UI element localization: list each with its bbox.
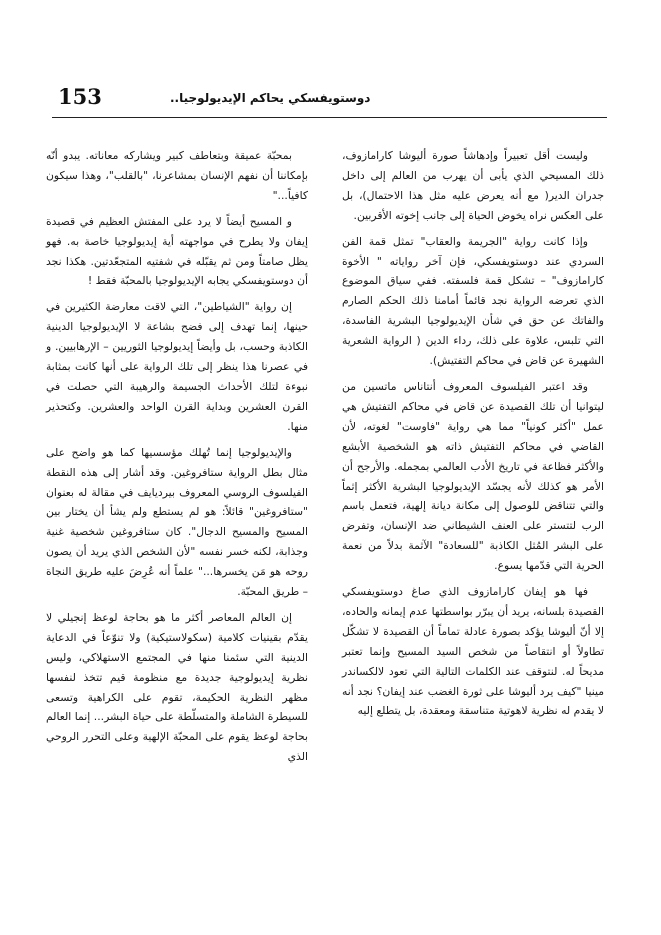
paragraph: و المسيح أيضاً لا يرد على المفتش العظيم في قصيدة إيفان ولا يطرح في مواجهته أية إيديولوجيا خاصة به. فهو يظل صامتاً ومن ثم يقبّله في شفتيه المتجعّدتين. هكذا نجد أن دوستويفسكي يجابه الإيديولوجيا بالمحبّة فقط !	[46, 214, 308, 288]
paragraph: فها هو إيفان كارامازوف الذي صاغ دوستويفسكي القصيدة بلسانه، يريد أن يبرّر بواسطتها عدم إيمانه والحاده، إلا أنّ أليوشا يؤكد بصورة عادلة تماماً أن القصيدة لا تشكّل تطاولاً أو انتقاصاً من شخص السيد المسيح وإنما تعتبر مديحاً له. لنتوقف عند الكلمات التالية التي تعود لالكساندر مينيا "كيف يرد أليوشا على ثورة الغضب عند إيفان؟ نجد أنه لا يقدم له نظرية لاهوتية متناسقة ومعقدة، بل يتطلع إليه	[342, 585, 604, 718]
paragraph: إن العالم المعاصر أكثر ما هو بحاجة لوعظ إنجيلي لا يقدّم بقينيات كلامية (سكولاستيكية) ولا تنوّعاً في الدعاية الدينية التي سئمنا منها في المجتمع الاستهلاكي، وليس نظرية إيديولوجية جديدة مع منظومة قيم تتخذ لنفسها مظهر النظرية الحكيمة، تقوم على الكراهية وتسعى للسيطرة الشاملة والمتسلّطة على حياة البشر... إنما العالم بحاجة لوعظ يقوم على المحبّة الإلهية وعلى التحرر الروحي الذي	[46, 610, 308, 764]
page-number: 153	[58, 84, 102, 109]
header-divider	[52, 117, 607, 118]
paragraph: وليست أقل تعبيراً وإدهاشاً صورة أليوشا كارامازوف، ذلك المسيحي الذي يأبى أن يهرب من العالم إلى داخل جدران الدير( مع أنه يعرض عليه مثل هذا الاحتمال)، بل على العكس نراه يخوض الحياة إلى جانب إخوته الأقربين.	[342, 149, 604, 222]
paragraph: وإذا كانت رواية "الجريمة والعقاب" تمثل قمة الفن السردي عند دوستويفسكي، فإن آخر رواياته " الأخوة كارامازوف" – تشكل قمة فلسفته. ففي سياق الموضوع الذي تعرضه الرواية نجد قائماً أمامنا ذلك الحكم الصارم والفاتك عن حق في شأن الإيديولوجيا البشرية الفاسدة، التي تلبس، علاوة على ذلك، رداء الدين ( الرواية الشعرية الشهيرة عن قاض في محاكم التفتيش).	[342, 234, 604, 368]
text-column-left	[46, 146, 308, 773]
paragraph: وقد اعتبر الفيلسوف المعروف أنتاناس ماتسين من ليتوانيا أن تلك القصيدة عن قاض في محاكم التفتيش هي عمل "أكثر كونياً" مما هي رواية "فاوست" لغوته، لأن القاضي في محاكم التفتيش ذاته هو الشخصية الأبشع والأكثر فظاعة في تاريخ الأدب العالمي بمجمله. والأرجح أن الأمر هو كذلك لأنه يجسّد الإيديولوجيا البشرية الأكثر إثماً والتي تتناقض للوصول إلى مكانة ديانة إلهية، فتعمل باسم الرب لتتستر على العنف الشيطاني ضد الإنسان، وتفرض على البشر المُثل الكاذبة "للسعادة" الآثمة بدلاً من نعمة الحرية التي قدّمها يسوع.	[342, 379, 604, 573]
paragraph: والإيديولوجيا إنما تُهلك مؤسسيها كما هو واضح على مثال بطل الرواية ستافروغين. وقد أشار إلى هذه النقطة الفيلسوف الروسي المعروف بيرديايف في مقالة له بعنوان "ستافروغين" قائلاً: هو لم يستطع ولم يشأ أن يختار بين المسيح والمسيح الدجال". كان ستافروغين شخصية غنية وجذابة، لكنه خسر نفسه "لأن الشخص الذي يريد أن يصون روحه هو مَن يخسرها..." علماً أنه عُرِضَ عليه طريق النجاة – طريق المحبّة.	[46, 445, 308, 599]
text-column-right	[342, 146, 604, 727]
paragraph: إن رواية "الشياطين"، التي لاقت معارضة الكثيرين في حينها، إنما تهدف إلى فضح بشاعة لا الإيديولوجيا الدينية الكاذبة وحسب، بل وأيضاً إيديولوجيا الثوريين – الإرهابيين. و في عصرنا هذا ينظر إلى تلك الرواية على أنها كانت بمثابة نبوءة لتلك الأحداث الجسيمة والرهيبة التي حصلت في القرن العشرين وبداية القرن الواحد والعشرين. وكتحذير منها.	[46, 300, 308, 433]
paragraph: بمحبّة عميقة وبتعاطف كبير ويشاركه معاناته. يبدو أنّه بإمكاننا أن نفهم الإنسان بمشاعرنا، "بالقلب"، وهذا سيكون كافياً..."	[46, 149, 308, 202]
running-header-title: دوستويفسكي يحاكم الإيديولوجيا..	[170, 91, 371, 105]
